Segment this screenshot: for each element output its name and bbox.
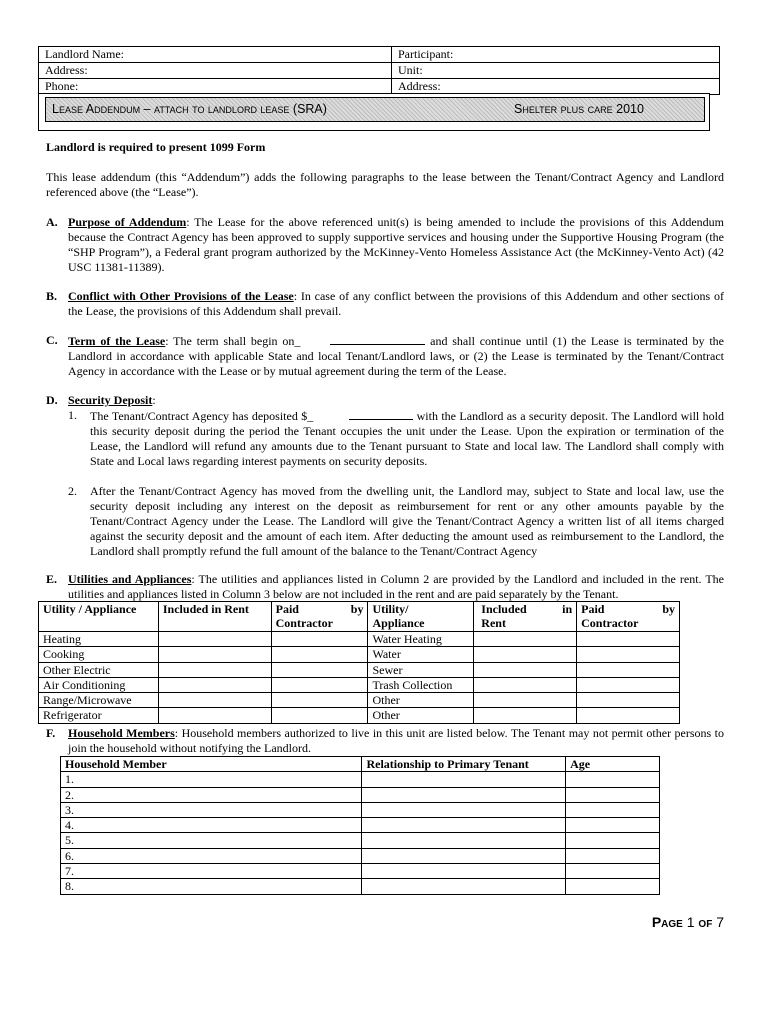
included-in-rent-2-header bbox=[474, 602, 577, 632]
table-row bbox=[61, 848, 660, 863]
utility-label: Other Electric bbox=[39, 662, 159, 677]
title-bar-shaded bbox=[45, 97, 705, 122]
included-in-rent-2-header-rent: Rent bbox=[481, 616, 506, 630]
included-in-rent-header: Included in Rent bbox=[158, 602, 271, 632]
input-cell[interactable] bbox=[271, 677, 368, 692]
input-cell[interactable] bbox=[271, 708, 368, 723]
age-cell[interactable] bbox=[566, 848, 660, 863]
input-cell[interactable] bbox=[158, 677, 271, 692]
relationship-cell[interactable] bbox=[362, 864, 566, 879]
section-c-heading: Term of the Lease bbox=[68, 334, 166, 348]
paid-by-contractor-header-paid: Paid bbox=[275, 602, 299, 616]
section-d bbox=[46, 393, 724, 408]
paid-by-contractor-2-header bbox=[577, 602, 680, 632]
household-header-row bbox=[61, 757, 660, 772]
age-cell[interactable] bbox=[566, 864, 660, 879]
section-d-heading: Security Deposit bbox=[68, 393, 153, 407]
paid-by-contractor-header-by: by bbox=[350, 602, 364, 616]
input-cell[interactable] bbox=[577, 677, 680, 692]
relationship-cell[interactable] bbox=[362, 833, 566, 848]
title-left: Lease Addendum – attach to landlord lease (SRA) bbox=[52, 102, 327, 116]
section-e-letter: E. bbox=[46, 572, 58, 586]
section-a-heading: Purpose of Addendum bbox=[68, 215, 187, 229]
utility-label: Refrigerator bbox=[39, 708, 159, 723]
paid-by-contractor-header-contractor: Contractor bbox=[275, 616, 333, 630]
section-c bbox=[46, 333, 724, 379]
utility-appliance-header: Utility / Appliance bbox=[39, 602, 159, 632]
relationship-cell[interactable] bbox=[362, 802, 566, 817]
table-row bbox=[61, 818, 660, 833]
utility-label: Cooking bbox=[39, 647, 159, 662]
paid-by-contractor-2-header-paid: Paid bbox=[581, 602, 605, 616]
input-cell[interactable] bbox=[474, 662, 577, 677]
household-member-cell[interactable]: 5. bbox=[61, 833, 362, 848]
household-member-cell[interactable]: 3. bbox=[61, 802, 362, 817]
input-cell[interactable] bbox=[158, 647, 271, 662]
table-row bbox=[61, 833, 660, 848]
participant-field[interactable]: Participant: bbox=[392, 47, 720, 63]
household-member-cell[interactable]: 7. bbox=[61, 864, 362, 879]
input-cell[interactable] bbox=[158, 632, 271, 647]
section-d-colon: : bbox=[152, 393, 156, 407]
page-total: 7 bbox=[716, 914, 724, 930]
input-cell[interactable] bbox=[158, 708, 271, 723]
relationship-cell[interactable] bbox=[362, 879, 566, 894]
utility-label: Water bbox=[368, 647, 474, 662]
utility-label: Other bbox=[368, 708, 474, 723]
section-e-heading: Utilities and Appliances bbox=[68, 572, 192, 586]
utility-appliance-2-header bbox=[368, 602, 474, 632]
page-word: Page bbox=[651, 914, 683, 930]
input-cell[interactable] bbox=[474, 708, 577, 723]
age-cell[interactable] bbox=[566, 802, 660, 817]
input-cell[interactable] bbox=[271, 662, 368, 677]
utility-label: Air Conditioning bbox=[39, 677, 159, 692]
input-cell[interactable] bbox=[577, 708, 680, 723]
input-cell[interactable] bbox=[271, 693, 368, 708]
input-cell[interactable] bbox=[577, 662, 680, 677]
section-d-item-1-text-a: The Tenant/Contract Agency has deposited $_ bbox=[90, 409, 314, 423]
age-cell[interactable] bbox=[566, 879, 660, 894]
section-d-item-2-num: 2. bbox=[68, 484, 77, 498]
utility-label: Sewer bbox=[368, 662, 474, 677]
section-f-text: : Household members authorized to live in this unit are listed below. The Tenant may not permit other persons to join the household without notifying the Landlord. bbox=[68, 726, 724, 755]
input-cell[interactable] bbox=[474, 677, 577, 692]
section-d-item-2-text: After the Tenant/Contract Agency has moved from the dwelling unit, the Landlord may, subject to State and local law, use the security deposit including any interest on the deposit as reimbursement for rent or any other amounts payable by the Tenant/Contract Agency under the Lease. The Landlord will give the Tenant/Contract Agency a written list of all items charged against the security deposit and the amount of each item. After deducting the amount used as reimbursement to the Landlord, the Landlord shall promptly refund the full amount of the balance to the Tenant/Contract Agency bbox=[90, 484, 724, 558]
section-e-text: : The utilities and appliances listed in Column 2 are provided by the Landlord and included in the rent. The utilities and appliances listed in Column 3 below are not included in the rent and are paid separately by the Tenant. bbox=[68, 572, 724, 601]
input-cell[interactable] bbox=[158, 662, 271, 677]
title-right: Shelter plus care 2010 bbox=[514, 102, 644, 116]
input-cell[interactable] bbox=[474, 693, 577, 708]
utility-label: Trash Collection bbox=[368, 677, 474, 692]
section-c-text-b: and shall continue until (1) the Lease is terminated by the Landlord in accordance with applicable State and local Tenant/Landlord laws, or (2) the Lease is terminated by the Tenant/Contract Agency in accordance with the Lease or by mutual agreement during the term of the Lease. bbox=[68, 334, 725, 378]
page-current: 1 bbox=[686, 914, 695, 930]
age-header: Age bbox=[566, 757, 660, 772]
section-d-item-1-num: 1. bbox=[68, 408, 77, 422]
input-cell[interactable] bbox=[577, 632, 680, 647]
utilities-header-row bbox=[39, 602, 680, 632]
table-row bbox=[39, 647, 680, 662]
age-cell[interactable] bbox=[566, 818, 660, 833]
household-member-header: Household Member bbox=[61, 757, 362, 772]
paid-by-contractor-2-header-contractor: Contractor bbox=[581, 616, 639, 630]
section-d-item-1-text-b: with the Landlord as a security deposit. The Landlord will hold this security deposit during the period the Tenant occupies the unit under the Lease. Upon the expiration or termination of the Lease, the Landlord will refund any amounts due to the Tenant pursuant to State and local law. The Landlord shall comply with State and Local laws regarding interest payments on security deposits. bbox=[90, 409, 724, 468]
age-cell[interactable] bbox=[566, 772, 660, 787]
section-d-letter: D. bbox=[46, 393, 58, 407]
section-d-item-1 bbox=[68, 408, 724, 469]
participant-address-field[interactable]: Address: bbox=[392, 79, 720, 95]
utility-label: Heating bbox=[39, 632, 159, 647]
input-cell[interactable] bbox=[474, 632, 577, 647]
intro-paragraph: This lease addendum (this “Addendum”) adds the following paragraphs to the lease between the Tenant/Contract Agency and Landlord referenced above (the “Lease”). bbox=[46, 170, 724, 199]
input-cell[interactable] bbox=[577, 693, 680, 708]
section-f-letter: F. bbox=[46, 726, 56, 740]
header-info-table bbox=[38, 46, 720, 95]
section-a bbox=[46, 215, 724, 275]
table-row bbox=[39, 632, 680, 647]
relationship-cell[interactable] bbox=[362, 772, 566, 787]
table-row bbox=[39, 693, 680, 708]
utility-appliance-2-header-line1: Utility/ bbox=[372, 602, 409, 616]
household-member-cell[interactable]: 2. bbox=[61, 787, 362, 802]
landlord-address-field[interactable]: Address: bbox=[39, 63, 392, 79]
table-row bbox=[39, 708, 680, 723]
input-cell[interactable] bbox=[474, 647, 577, 662]
household-member-cell[interactable]: 4. bbox=[61, 818, 362, 833]
utility-label: Water Heating bbox=[368, 632, 474, 647]
household-member-cell[interactable]: 1. bbox=[61, 772, 362, 787]
table-row bbox=[61, 879, 660, 894]
utility-label: Range/Microwave bbox=[39, 693, 159, 708]
lease-start-date-blank[interactable] bbox=[330, 333, 425, 345]
utility-label: Other bbox=[368, 693, 474, 708]
section-a-text: : The Lease for the above referenced unit(s) is being amended to include the provisions of this Addendum because the Contract Agency has been approved to supply supportive services and housing under the Supportive Housing Program (the “SHP Program”), a Federal grant program authorized by the McKinney-Vento Homeless Assistance Act (the McKinney-Vento Act) (42 USC 11381-11389). bbox=[68, 215, 724, 274]
section-b-letter: B. bbox=[46, 289, 58, 303]
age-cell[interactable] bbox=[566, 787, 660, 802]
input-cell[interactable] bbox=[577, 647, 680, 662]
table-row bbox=[61, 864, 660, 879]
unit-field[interactable]: Unit: bbox=[392, 63, 720, 79]
utilities-table bbox=[38, 601, 680, 724]
relationship-cell[interactable] bbox=[362, 848, 566, 863]
included-in-rent-2-header-in: in bbox=[562, 602, 573, 616]
table-row bbox=[39, 662, 680, 677]
title-bar bbox=[38, 93, 710, 131]
paid-by-contractor-header bbox=[271, 602, 368, 632]
table-row bbox=[61, 802, 660, 817]
page-number bbox=[652, 914, 724, 930]
relationship-cell[interactable] bbox=[362, 818, 566, 833]
section-c-letter: C. bbox=[46, 333, 58, 347]
utility-appliance-2-header-line2: Appliance bbox=[372, 616, 425, 630]
section-f-heading: Household Members bbox=[68, 726, 175, 740]
landlord-name-field[interactable]: Landlord Name: bbox=[39, 47, 392, 63]
household-member-cell[interactable]: 6. bbox=[61, 848, 362, 863]
section-d-item-2 bbox=[68, 484, 724, 559]
section-b-text: : In case of any conflict between the provisions of this Addendum and other sections of the Lease, the provisions of this Addendum shall prevail. bbox=[68, 289, 724, 318]
section-e bbox=[46, 572, 724, 602]
landlord-phone-field[interactable]: Phone: bbox=[39, 79, 392, 95]
input-cell[interactable] bbox=[158, 693, 271, 708]
section-b-heading: Conflict with Other Provisions of the Lease bbox=[68, 289, 294, 303]
section-a-letter: A. bbox=[46, 215, 58, 229]
table-row bbox=[61, 787, 660, 802]
security-deposit-amount-blank[interactable] bbox=[349, 408, 413, 420]
table-row bbox=[39, 677, 680, 692]
section-c-text-a: : The term shall begin on_ bbox=[165, 334, 301, 348]
input-cell[interactable] bbox=[271, 632, 368, 647]
household-member-cell[interactable]: 8. bbox=[61, 879, 362, 894]
relationship-cell[interactable] bbox=[362, 787, 566, 802]
input-cell[interactable] bbox=[271, 647, 368, 662]
form-1099-note: Landlord is required to present 1099 Form bbox=[46, 140, 266, 154]
included-in-rent-2-header-included: Included bbox=[481, 602, 527, 616]
paid-by-contractor-2-header-by: by bbox=[662, 602, 675, 616]
relationship-header: Relationship to Primary Tenant bbox=[362, 757, 566, 772]
section-b bbox=[46, 289, 724, 319]
section-f bbox=[46, 726, 724, 756]
household-table bbox=[60, 756, 660, 895]
table-row bbox=[61, 772, 660, 787]
age-cell[interactable] bbox=[566, 833, 660, 848]
of-word: of bbox=[698, 914, 713, 930]
